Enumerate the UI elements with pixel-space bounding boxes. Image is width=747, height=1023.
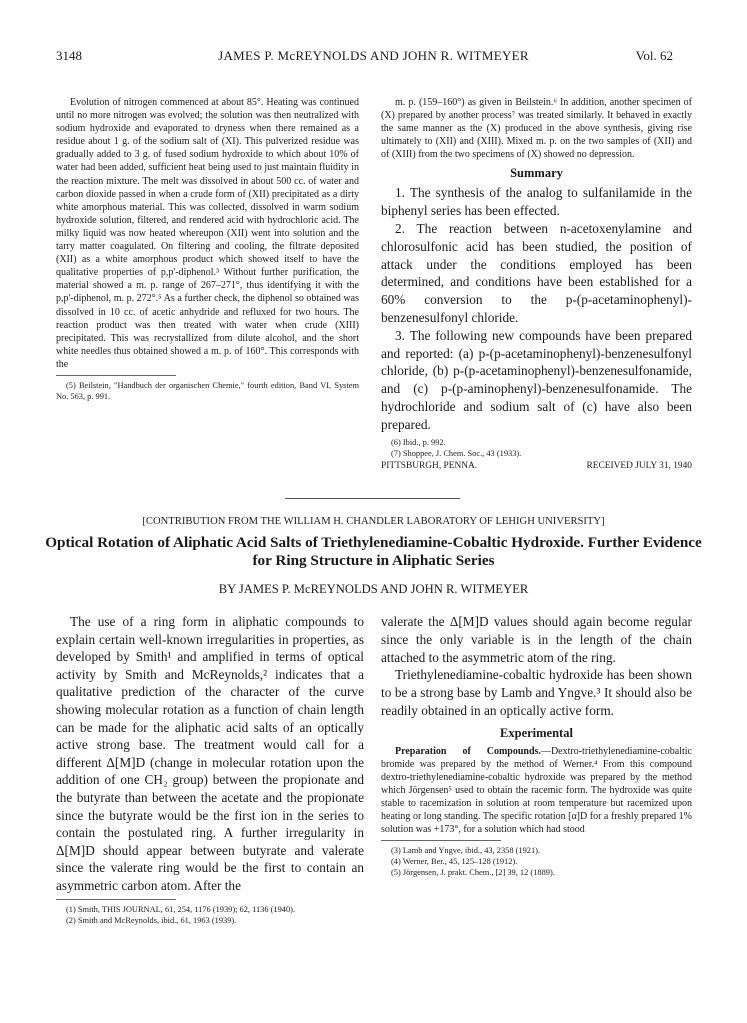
body-paragraph: Triethylenediamine-cobaltic hydroxide has been shown to be a strong base by Lamb and Yngve.³ It should also be readily obtained in an optically active form. <box>381 667 692 718</box>
top-right-column <box>381 96 692 471</box>
bottom-right-column <box>381 613 692 878</box>
footnote: (5) Beilstein, "Handbuch der organischen Chemie," fourth edition, Band VI, System No. 563, p. 991. <box>56 380 359 401</box>
page-number: 3148 <box>56 48 82 63</box>
subsection-heading: Preparation of Compounds. <box>395 745 541 757</box>
bottom-left-column <box>56 613 364 926</box>
experimental-heading: Experimental <box>500 725 573 740</box>
footnote: (2) Smith and McReynolds, ibid., 61, 1963 (1939). <box>66 915 237 925</box>
article-title: Optical Rotation of Aliphatic Acid Salts of Triethylenediamine-Cobaltic Hydroxide. Further Evidence for Ring Structure in Aliphatic Series <box>45 534 702 569</box>
body-paragraph: The use of a ring form in aliphatic compounds to explain certain well-known irregularities in properties, as developed by Smith¹ and amplified in terms of optical activity by Smith and McReynolds,² indicates that a qualitative prediction of the character of the curve showing molecular rotation as a function of chain length can be made for the aliphatic acid salts of an optically active strong base. The treatment would call for a different Δ[M]D (change in molecular rotation upon the addition of one CH₂ group) between the propionate and the butyrate than between the acetate and the propionate since the butyrate would be the first ion in the series to contain the postulated ring. A further irregularity in Δ[M]D should appear between butyrate and valerate since the valerate ring would be the first to contain an asymmetric carbon atom. After the <box>56 614 364 893</box>
byline: BY JAMES P. McREYNOLDS AND JOHN R. WITMEYER <box>218 582 529 596</box>
volume-label: Vol. 62 <box>635 48 673 63</box>
footnote: (3) Lamb and Yngve, ibid., 43, 2358 (1921). <box>391 846 541 856</box>
summary-item: 1. The synthesis of the analog to sulfanilamide in the biphenyl series has been effected. <box>381 185 692 219</box>
body-paragraph: valerate the Δ[M]D values should again become regular since the only variable is in the length of the chain attached to the asymmetric atom of the ring. <box>381 614 692 665</box>
summary-heading: Summary <box>510 166 563 181</box>
received-date: RECEIVED JULY 31, 1940 <box>586 460 692 471</box>
footnote: (7) Shoppee, J. Chem. Soc., 43 (1933). <box>391 448 522 458</box>
body-paragraph <box>381 745 692 837</box>
running-head: JAMES P. McREYNOLDS AND JOHN R. WITMEYER <box>218 48 529 63</box>
footnote-rule <box>56 899 176 900</box>
location-received-line <box>381 461 692 471</box>
section-divider <box>285 498 460 499</box>
contribution-line: [CONTRIBUTION FROM THE WILLIAM H. CHANDLER LABORATORY OF LEHIGH UNIVERSITY] <box>142 516 605 527</box>
location: PITTSBURGH, PENNA. <box>381 460 478 471</box>
body-paragraph: m. p. (159–160°) as given in Beilstein.⁶ In addition, another specimen of (X) prepared by another process⁷ was treated similarly. It behaved in exactly the same manner as the (X) produced in the above synthesis, giving rise ultimately to (XII) and (XIII). Mixed m. p. on the two samples of (XII) and of (XIII) from the two specimens of (X) showed no depression. <box>381 97 692 161</box>
top-left-column <box>56 96 359 402</box>
summary-item: 3. The following new compounds have been prepared and reported: (a) p-(p-acetaminophenyl)-benzenesulfonyl chloride, (b) p-(p-acetaminophenyl)-benzenesulfonamide, and (c) p-(p-aminophenyl)-benzenesulfonamide. The hydrochloride and sodium salt of (c) have also been prepared. <box>381 327 692 432</box>
footnote-rule <box>56 375 176 376</box>
footnote: (6) Ibid., p. 992. <box>391 437 446 447</box>
footnote-rule <box>381 840 501 841</box>
summary-item: 2. The reaction between n-acetoxenylamine and chlorosulfonic acid has been studied, the position of attack under the conditions employed has been determined, and conditions have been established for a 60% conversion to the p-(p-acetaminophenyl)-benzenesulfonyl chloride. <box>381 221 692 326</box>
footnote: (4) Werner, Ber., 45, 125–128 (1912). <box>391 857 518 867</box>
footnote: (5) Jörgensen, J. prakt. Chem., [2] 39, 12 (1889). <box>391 868 555 878</box>
body-paragraph: Evolution of nitrogen commenced at about 85°. Heating was continued until no more nitrogen was evolved; the solution was then neutralized with sodium hydroxide and evaporated to dryness when there remained as a residue about 1 g. of the sodium salt of (XI). This pulverized residue was gradually added to 3 g. of fused sodium hydroxide to which about 10% of water had been added, sufficient heat being used to just maintain fluidity in the reaction mixture. The melt was dissolved in about 500 cc. of water and carbon dioxide passed in when a crude form of (XII) precipitated as a dirty white amorphous material. This was collected, dissolved in warm sodium hydroxide solution, filtered, and rendered acid with hydrochloric acid. The milky liquid was now heated whereupon (XII) went into solution and the tarry matter coagulated. On filtering and cooling, the filtrate deposited (XII) as a white amorphous product which showed itself to have the qualitative properties of p,p'-diphenol.³ Without further purification, the material showed a m. p. range of 267–271°, thus identifying it with the p,p'-diphenol, m. p. 272°.⁵ As a further check, the diphenol so obtained was dissolved in 10 cc. of acetic anhydride and refluxed for two hours. The reaction product was then treated with water when crude (XIII) precipitated. This was recrystallized from dilute alcohol, and the short white needles thus obtained showed a m. p. of 160°. This corresponds with the <box>56 97 359 370</box>
footnote: (1) Smith, THIS JOURNAL, 61, 254, 1176 (1939); 62, 1136 (1940). <box>66 904 296 914</box>
body-text: —Dextro-triethylenediamine-cobaltic bromide was prepared by the method of Werner.⁴ From this compound dextro-triethylenediamine-cobaltic hydroxide was prepared by the method which Jörgensen⁵ used to obtain the racemic form. The hydroxide was quite stable to racemization in solution at room temperature but racemized upon heating or long standing. The specific rotation [α]D for a freshly prepared 1% solution was +173°, for a solution which had stood <box>381 745 692 836</box>
